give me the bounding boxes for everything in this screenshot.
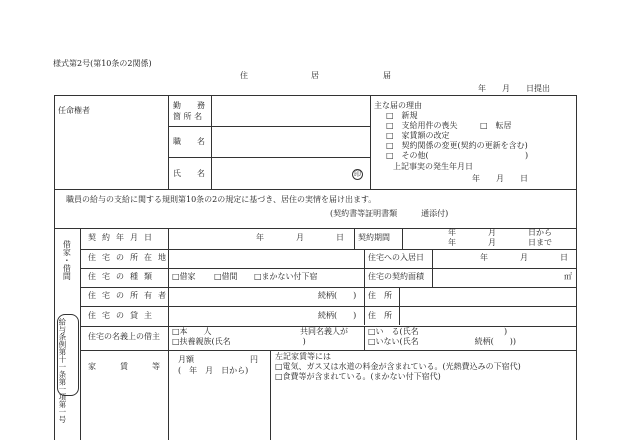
rent-note-utilities[interactable]: □電気、ガス又は水道の料金が含まれている。(光熱費込みの下宿代) — [275, 362, 521, 371]
line-address — [80, 268, 576, 269]
form-title-char-3: 届 — [383, 71, 391, 80]
owner-relation[interactable]: 続柄( ) — [318, 291, 357, 300]
type-label: 住宅の種類 — [88, 272, 158, 281]
left-border-top — [54, 95, 55, 228]
reason-move[interactable]: □ 転居 — [480, 121, 512, 130]
seal-mark: 印 — [354, 170, 361, 178]
attachment-note: (契約書等証明書類 通添付) — [330, 209, 449, 218]
label-value-divider — [211, 95, 212, 189]
declaration-text: 職員の給与の支給に関する規則第10条の2の規定に基づき、居住の実情を届け出ます。 — [66, 195, 377, 204]
position-label: 職 名 — [173, 137, 205, 146]
nominal-self[interactable]: □本 人 — [172, 327, 212, 336]
area-label: 住宅の契約面積 — [368, 272, 424, 281]
nominal-dependent[interactable]: □扶養親族(氏名 ) — [172, 337, 306, 346]
right-border — [576, 95, 577, 440]
co-nominal-divider — [364, 326, 365, 350]
contract-period-left — [354, 228, 355, 249]
co-nominal-yes-close: ) — [504, 327, 508, 336]
reason-loss[interactable]: □ 支給用件の喪失 — [386, 121, 458, 130]
contract-date-label: 契約年月日 — [88, 233, 158, 242]
workplace-label: 勤 務 箇 所 名 — [173, 101, 205, 121]
rent-label: 家 賃 等 — [88, 362, 160, 371]
lender-relation[interactable]: 続柄( ) — [318, 311, 357, 320]
nominal-label: 住宅の名義上の借主 — [88, 332, 160, 341]
co-nominal-label: 共同名義人が — [300, 327, 348, 336]
contract-period-to[interactable]: 年 月 日まで — [448, 238, 552, 247]
type-option-house[interactable]: □借家 — [172, 272, 196, 281]
name-value[interactable] — [213, 159, 353, 187]
appointer-divider — [168, 95, 169, 189]
rent-note-title: 左記家賃等には — [275, 352, 331, 361]
top-border — [54, 95, 576, 96]
reason-other[interactable]: □ その他( — [386, 151, 429, 160]
move-in-value[interactable]: 年 月 日 — [480, 253, 568, 262]
submitted-date[interactable]: 年 月 日提出 — [478, 84, 550, 93]
area-unit: ㎡ — [564, 272, 572, 281]
position-row-line — [168, 157, 370, 158]
rent-note-meals[interactable]: □食費等が含まれている。(まかない付下宿代) — [275, 372, 441, 381]
side-label-rented: 借家・借間 — [62, 240, 72, 280]
owner-label: 住宅の所有者 — [88, 291, 172, 300]
rent-monthly[interactable]: 月額 円 — [178, 355, 258, 364]
line-owner — [80, 306, 576, 307]
reasons-title: 主な届の理由 — [374, 101, 422, 110]
reason-contract-change[interactable]: □ 契約関係の変更(契約の更新を含む) — [386, 141, 528, 150]
reasons-divider — [370, 95, 371, 189]
occurrence-label: 上記事実の発生年月日 — [393, 162, 473, 171]
contract-period-from[interactable]: 年 月 日から — [448, 228, 552, 237]
name-label: 氏 名 — [173, 169, 205, 178]
line-type — [80, 287, 576, 288]
type-option-boarding[interactable]: □まかない付下宿 — [254, 272, 318, 281]
line-nominal — [80, 350, 576, 351]
top-block-bottom — [54, 189, 576, 190]
contract-period-right — [402, 228, 403, 249]
appointer-label: 任命権者 — [58, 106, 90, 115]
position-value[interactable] — [213, 128, 368, 156]
workplace-row-line — [168, 126, 370, 127]
reason-other-close: ) — [525, 151, 529, 160]
side-label-regulation: 給与条例第十一条第一項第一号 — [57, 318, 67, 423]
co-nominal-no[interactable]: □いない(氏名 続柄( )) — [368, 337, 517, 346]
owner-address-label: 住 所 — [368, 291, 392, 300]
rent-from[interactable]: ( 年 月 日から) — [178, 366, 249, 375]
type-option-room[interactable]: □借間 — [214, 272, 238, 281]
address-label: 住宅の所在地 — [88, 253, 172, 262]
form-number: 様式第2号(第10条の2関係) — [53, 59, 152, 68]
side-label-divider — [80, 228, 81, 440]
line-contract — [80, 249, 576, 250]
address-value[interactable] — [170, 251, 362, 266]
contract-date-value[interactable]: 年 月 日 — [256, 233, 344, 242]
reason-rent-change[interactable]: □ 家賃額の改定 — [386, 131, 450, 140]
lender-label: 住宅の貸主 — [88, 311, 158, 320]
lender-address-label: 住 所 — [368, 311, 392, 320]
form-title-char-1: 住 — [240, 71, 248, 80]
co-nominal-yes[interactable]: □い る(氏名 — [368, 327, 419, 336]
contract-period-label: 契約期間 — [358, 233, 390, 242]
rent-note-divider — [270, 350, 271, 440]
form-title-char-2: 居 — [311, 71, 319, 80]
left-border-lower — [54, 228, 55, 440]
reason-new[interactable]: □ 新規 — [386, 111, 418, 120]
workplace-value[interactable] — [213, 97, 368, 125]
move-in-label: 住宅への入居日 — [368, 253, 424, 262]
occurrence-date[interactable]: 年 月 日 — [472, 174, 528, 183]
